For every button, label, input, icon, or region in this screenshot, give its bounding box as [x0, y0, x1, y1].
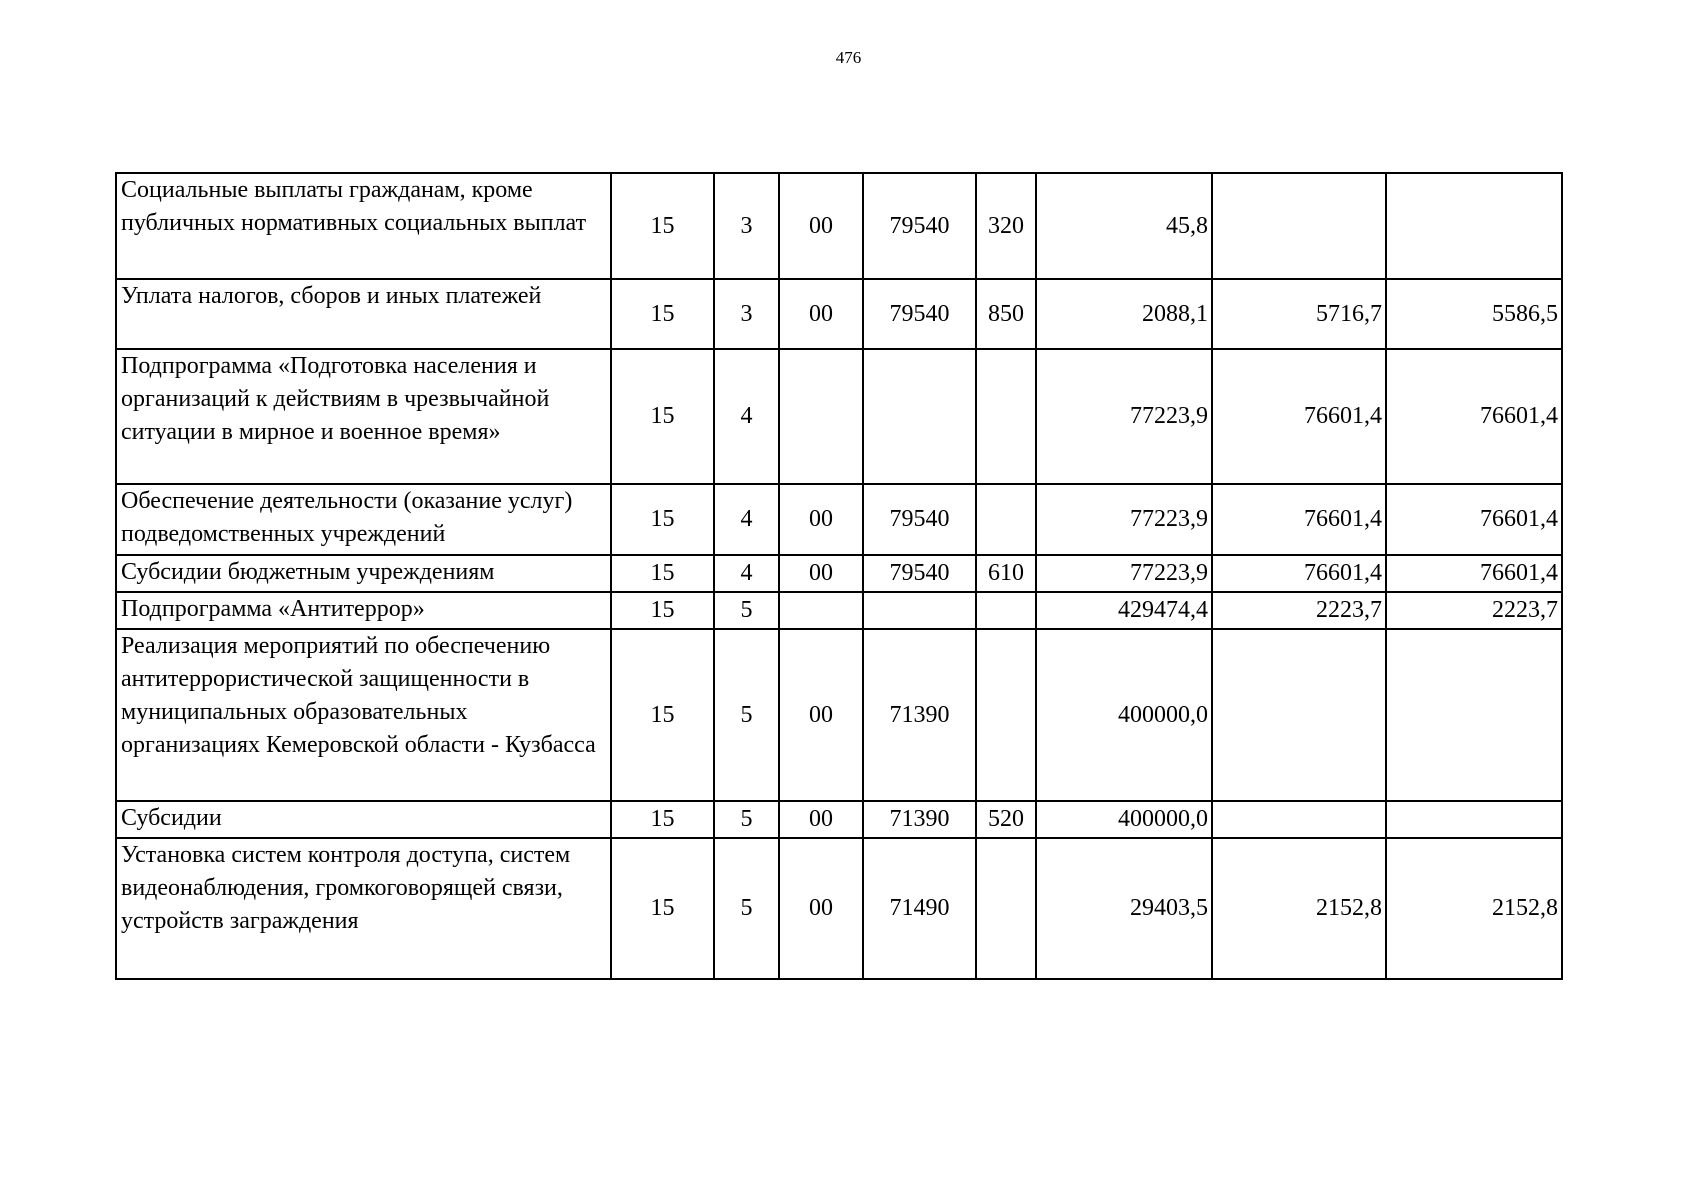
- code-col-3: 00: [779, 279, 863, 349]
- code-col-2: 3: [714, 173, 779, 279]
- amount-col-1: 429474,4: [1036, 592, 1212, 629]
- code-col-4: [863, 592, 976, 629]
- amount-col-3: 76601,4: [1386, 484, 1562, 555]
- code-col-3: [779, 592, 863, 629]
- amount-col-2: 76601,4: [1212, 349, 1386, 484]
- amount-col-1: 400000,0: [1036, 801, 1212, 838]
- row-name: Реализация мероприятий по обеспечению антитеррористической защищенности в муниципальных образовательных организациях Кемеровской области - Кузбасса: [116, 629, 611, 801]
- table-row: [116, 349, 1562, 484]
- amount-col-3: 76601,4: [1386, 555, 1562, 592]
- code-col-3: 00: [779, 629, 863, 801]
- amount-col-1: 77223,9: [1036, 484, 1212, 555]
- code-col-2: 5: [714, 629, 779, 801]
- code-col-2: 4: [714, 555, 779, 592]
- table-row: [116, 801, 1562, 838]
- amount-col-1: 400000,0: [1036, 629, 1212, 801]
- row-name: Установка систем контроля доступа, систем видеонаблюдения, громкоговорящей связи, устройств заграждения: [116, 838, 611, 979]
- row-name: Обеспечение деятельности (оказание услуг) подведомственных учреждений: [116, 484, 611, 555]
- code-col-4: 71490: [863, 838, 976, 979]
- row-name: Социальные выплаты гражданам, кроме публичных нормативных социальных выплат: [116, 173, 611, 279]
- code-col-1: 15: [611, 279, 714, 349]
- amount-col-1: 29403,5: [1036, 838, 1212, 979]
- page-number: 476: [835, 48, 862, 67]
- code-col-4: [863, 349, 976, 484]
- code-col-1: 15: [611, 484, 714, 555]
- table-row: [116, 555, 1562, 592]
- budget-table: [115, 172, 1563, 980]
- table-body: [116, 173, 1562, 979]
- code-col-1: 15: [611, 801, 714, 838]
- amount-col-3: [1386, 629, 1562, 801]
- amount-col-2: [1212, 173, 1386, 279]
- table-row: [116, 629, 1562, 801]
- amount-col-1: 77223,9: [1036, 555, 1212, 592]
- code-col-4: 71390: [863, 629, 976, 801]
- code-col-4: 79540: [863, 279, 976, 349]
- amount-col-2: 2223,7: [1212, 592, 1386, 629]
- table-row: [116, 592, 1562, 629]
- amount-col-1: 2088,1: [1036, 279, 1212, 349]
- table-row: [116, 484, 1562, 555]
- code-col-2: 5: [714, 592, 779, 629]
- code-col-3: 00: [779, 484, 863, 555]
- amount-col-3: 2223,7: [1386, 592, 1562, 629]
- code-col-2: 3: [714, 279, 779, 349]
- code-col-5: [976, 484, 1036, 555]
- code-col-2: 4: [714, 484, 779, 555]
- code-col-3: [779, 349, 863, 484]
- code-col-5: [976, 629, 1036, 801]
- amount-col-1: 77223,9: [1036, 349, 1212, 484]
- code-col-5: 320: [976, 173, 1036, 279]
- amount-col-2: 2152,8: [1212, 838, 1386, 979]
- amount-col-2: 76601,4: [1212, 555, 1386, 592]
- amount-col-2: [1212, 629, 1386, 801]
- amount-col-1: 45,8: [1036, 173, 1212, 279]
- code-col-2: 5: [714, 838, 779, 979]
- amount-col-2: [1212, 801, 1386, 838]
- row-name: Уплата налогов, сборов и иных платежей: [116, 279, 611, 349]
- code-col-4: 71390: [863, 801, 976, 838]
- code-col-2: 5: [714, 801, 779, 838]
- amount-col-2: 5716,7: [1212, 279, 1386, 349]
- code-col-5: [976, 838, 1036, 979]
- amount-col-3: 5586,5: [1386, 279, 1562, 349]
- code-col-4: 79540: [863, 555, 976, 592]
- code-col-5: [976, 349, 1036, 484]
- code-col-1: 15: [611, 173, 714, 279]
- code-col-5: [976, 592, 1036, 629]
- code-col-5: 610: [976, 555, 1036, 592]
- table-row: [116, 279, 1562, 349]
- code-col-3: 00: [779, 173, 863, 279]
- code-col-1: 15: [611, 349, 714, 484]
- code-col-1: 15: [611, 592, 714, 629]
- table-row: [116, 838, 1562, 979]
- code-col-4: 79540: [863, 173, 976, 279]
- row-name: Подпрограмма «Антитеррор»: [116, 592, 611, 629]
- row-name: Субсидии бюджетным учреждениям: [116, 555, 611, 592]
- code-col-3: 00: [779, 801, 863, 838]
- code-col-1: 15: [611, 838, 714, 979]
- code-col-2: 4: [714, 349, 779, 484]
- row-name: Субсидии: [116, 801, 611, 838]
- amount-col-3: 76601,4: [1386, 349, 1562, 484]
- code-col-3: 00: [779, 555, 863, 592]
- code-col-3: 00: [779, 838, 863, 979]
- amount-col-3: [1386, 173, 1562, 279]
- row-name: Подпрограмма «Подготовка населения и организаций к действиям в чрезвычайной ситуации в мирное и военное время»: [116, 349, 611, 484]
- code-col-5: 850: [976, 279, 1036, 349]
- code-col-5: 520: [976, 801, 1036, 838]
- amount-col-3: [1386, 801, 1562, 838]
- code-col-4: 79540: [863, 484, 976, 555]
- table-row: [116, 173, 1562, 279]
- amount-col-2: 76601,4: [1212, 484, 1386, 555]
- code-col-1: 15: [611, 555, 714, 592]
- code-col-1: 15: [611, 629, 714, 801]
- amount-col-3: 2152,8: [1386, 838, 1562, 979]
